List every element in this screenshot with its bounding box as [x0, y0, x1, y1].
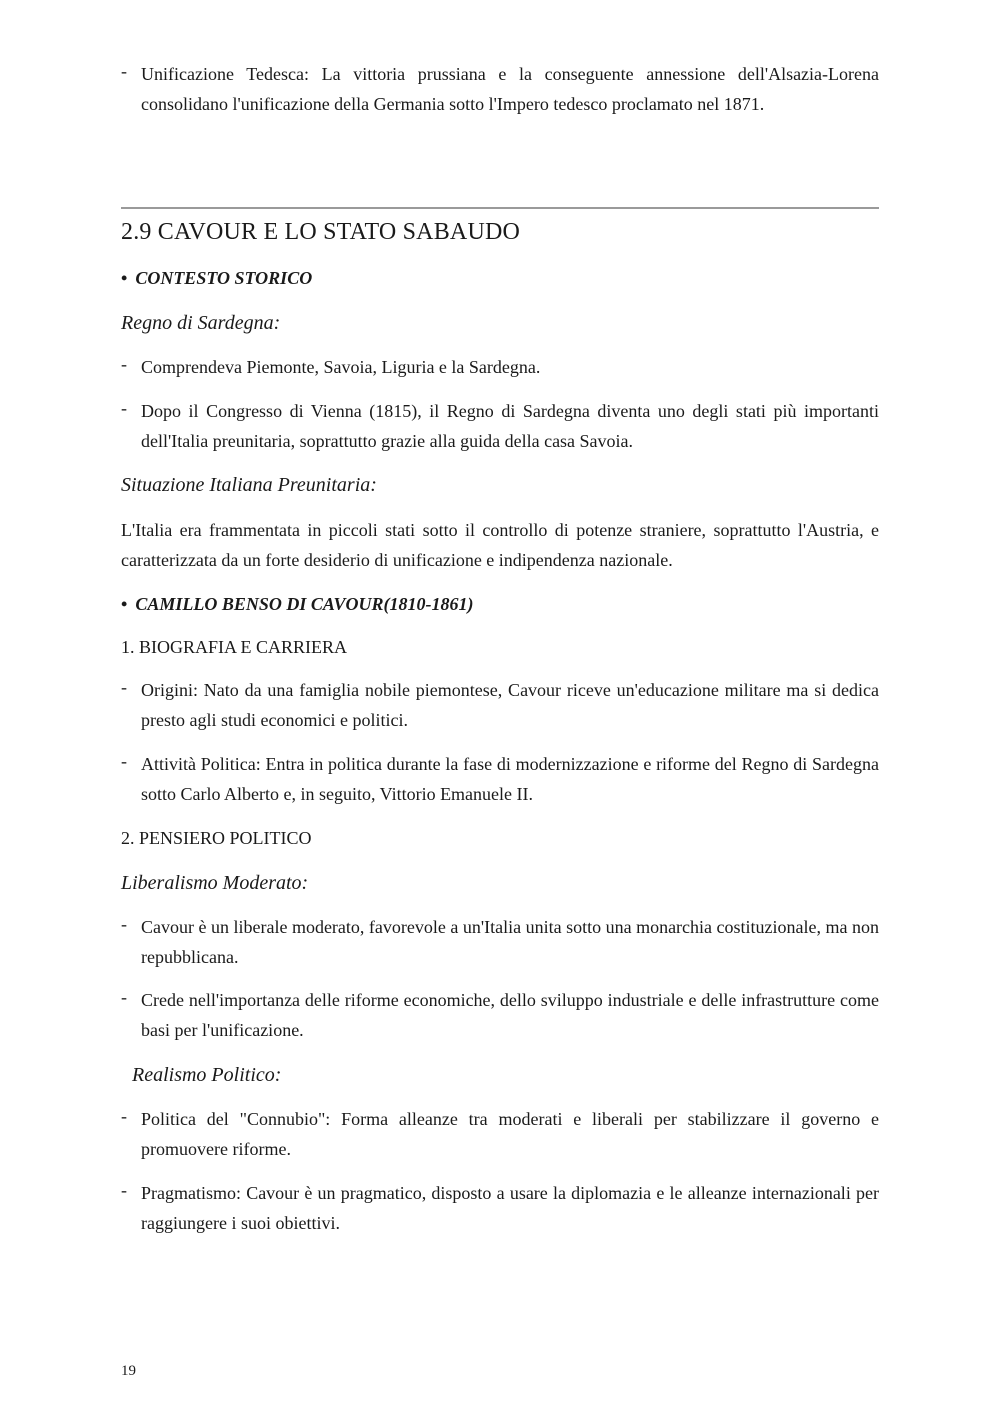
- bullet-dash: -: [121, 354, 127, 374]
- liberalismo-bullet-1: [121, 912, 879, 972]
- realismo-title: Realismo Politico:: [132, 1064, 282, 1086]
- section-divider: [121, 207, 879, 209]
- bio-bullet-2: [121, 749, 879, 809]
- bullet-dash: -: [121, 1106, 127, 1126]
- page-number: 19: [121, 1363, 136, 1379]
- contesto-heading-text: CONTESTO STORICO: [135, 268, 313, 288]
- bullet-text: Pragmatismo: Cavour è un pragmatico, disposto a usare la diplomazia e le alleanze internazionali per raggiungere i suoi obiettivi.: [141, 1183, 879, 1233]
- bullet-text: Crede nell'importanza delle riforme economiche, dello sviluppo industriale e delle infrastrutture come basi per l'unificazione.: [141, 990, 879, 1040]
- bullet-dash: -: [121, 751, 127, 771]
- cavour-heading: [121, 589, 879, 619]
- bullet-text: Unificazione Tedesca: La vittoria prussiana e la conseguente annessione dell'Alsazia-Lorena consolidano l'unificazione della Germania sotto l'Impero tedesco proclamato nel 1871.: [141, 64, 879, 114]
- bullet-dash: -: [121, 677, 127, 697]
- bullet-text: Comprendeva Piemonte, Savoia, Liguria e la Sardegna.: [141, 357, 541, 377]
- bullet-dash: -: [121, 61, 127, 81]
- bio-title: 1. BIOGRAFIA E CARRIERA: [121, 637, 348, 657]
- bullet-text: Politica del "Connubio": Forma alleanze tra moderati e liberali per stabilizzare il governo e promuovere riforme.: [141, 1109, 879, 1159]
- regno-bullet-1: [121, 352, 879, 382]
- intro-bullet: [121, 59, 879, 119]
- section-title: 2.9 CAVOUR E LO STATO SABAUDO: [121, 219, 521, 245]
- bullet-dash: -: [121, 914, 127, 934]
- bullet-dot: •: [121, 594, 128, 614]
- pensiero-title: 2. PENSIERO POLITICO: [121, 828, 312, 848]
- bullet-text: Dopo il Congresso di Vienna (1815), il Regno di Sardegna diventa uno degli stati più importanti dell'Italia preunitaria, soprattutto grazie alla guida della casa Savoia.: [141, 401, 879, 451]
- liberalismo-title: Liberalismo Moderato:: [121, 872, 309, 894]
- bullet-text: Attività Politica: Entra in politica durante la fase di modernizzazione e riforme del Regno di Sardegna sotto Carlo Alberto e, in seguito, Vittorio Emanuele II.: [141, 754, 879, 804]
- bio-bullet-1: [121, 675, 879, 735]
- bullet-dash: -: [121, 398, 127, 418]
- bullet-dash: -: [121, 987, 127, 1007]
- liberalismo-bullet-2: [121, 985, 879, 1045]
- bullet-text: Cavour è un liberale moderato, favorevole a un'Italia unita sotto una monarchia costituzionale, ma non repubblicana.: [141, 917, 879, 967]
- realismo-bullet-2: [121, 1178, 879, 1238]
- contesto-heading: [121, 263, 879, 293]
- situazione-paragraph: L'Italia era frammentata in piccoli stati sotto il controllo di potenze straniere, soprattutto l'Austria, e caratterizzata da un forte desiderio di unificazione e indipendenza nazionale.: [121, 520, 879, 570]
- regno-title: Regno di Sardegna:: [121, 312, 281, 334]
- bullet-dash: -: [121, 1180, 127, 1200]
- realismo-bullet-1: [121, 1104, 879, 1164]
- bullet-text: Origini: Nato da una famiglia nobile piemontese, Cavour riceve un'educazione militare ma si dedica presto agli studi economici e politici.: [141, 680, 879, 730]
- situazione-title: Situazione Italiana Preunitaria:: [121, 474, 377, 496]
- cavour-heading-text: CAMILLO BENSO DI CAVOUR(1810-1861): [135, 594, 474, 614]
- bullet-dot: •: [121, 268, 128, 288]
- regno-bullet-2: [121, 396, 879, 456]
